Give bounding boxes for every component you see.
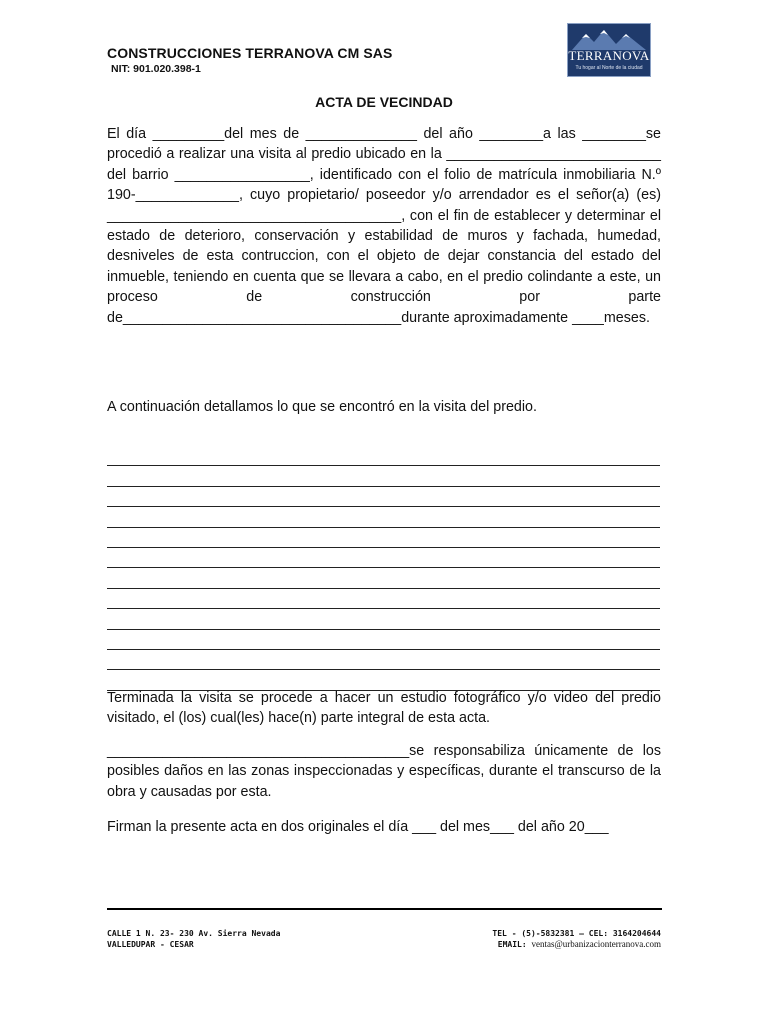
findings-line[interactable] (107, 609, 660, 629)
company-name: CONSTRUCCIONES TERRANOVA CM SAS (107, 45, 393, 61)
address-line: CALLE 1 N. 23- 230 Av. Sierra Nevada (107, 929, 281, 938)
company-nit: NIT: 901.020.398-1 (111, 63, 201, 75)
months-blank[interactable]: ____ (572, 309, 604, 326)
findings-line[interactable] (107, 466, 660, 486)
sign-month-blank[interactable]: ___ (490, 819, 514, 835)
findings-intro: A continuación detallamos lo que se encontró en la visita del predio. (107, 399, 537, 415)
findings-line[interactable] (107, 548, 660, 568)
text: del barrio (107, 166, 175, 183)
findings-line[interactable] (107, 589, 660, 609)
findings-line[interactable] (107, 568, 660, 588)
city-line: VALLEDUPAR - CESAR (107, 940, 194, 949)
time-blank[interactable]: ________ (582, 126, 646, 142)
month-blank[interactable]: ______________ (305, 126, 417, 142)
findings-line[interactable] (107, 630, 660, 650)
text: se responsabiliza únicamente de los posibles daños en las zonas inspeccionadas y específicas, durante el transcurso de la obra y causadas por esta. (107, 743, 661, 800)
text: Firman la presente acta en dos originales el día (107, 819, 413, 835)
text: del mes (436, 819, 491, 835)
text: del año 20 (513, 819, 585, 835)
email-link[interactable]: ventas@urbanizacionterranova.com (531, 939, 661, 949)
text: , con el fin de establecer y determinar el estado de deterioro, conservación y estabilidad de muros y fachada, humedad, desniveles de esta contruccion, con el objeto de dejar constancia del estado del inmueble, teniendo en cuenta que se llevara a cabo, en el predio colindante a este, un proceso de construcción por parte de (107, 207, 661, 326)
signature-date-paragraph (107, 817, 661, 837)
findings-line[interactable] (107, 446, 660, 466)
findings-lines[interactable] (107, 446, 660, 691)
footer-divider (107, 908, 662, 910)
responsibility-paragraph (107, 741, 661, 802)
sign-day-blank[interactable]: ___ (412, 819, 437, 835)
year-blank[interactable]: ________ (479, 126, 544, 142)
photo-study-paragraph: Terminada la visita se procede a hacer un estudio fotográfico y/o video del predio visitado, el (los) cual(les) hace(n) parte integral de esta acta. (107, 690, 661, 727)
day-blank[interactable]: _________ (152, 126, 225, 142)
footer-contact (492, 928, 661, 950)
owner-blank[interactable]: _____________________________________ (107, 207, 402, 224)
text: durante aproximadamente (401, 309, 573, 326)
text: del año (416, 126, 480, 142)
address-blank[interactable]: ___________________________ (446, 146, 661, 163)
footer-address (107, 928, 280, 950)
text: meses. (603, 309, 650, 326)
findings-line[interactable] (107, 507, 660, 527)
document-title: ACTA DE VECINDAD (315, 94, 453, 110)
findings-line[interactable] (107, 528, 660, 548)
logo-slogan: Tu hogar al Norte de la ciudad (575, 65, 643, 71)
text: del mes de (224, 126, 306, 142)
text: a las (543, 126, 583, 142)
folio-blank[interactable]: _____________ (135, 187, 239, 204)
text: , cuyo propietario/ poseedor y/o arrendador es el señor(a) (es) (239, 187, 661, 204)
text: El día (107, 126, 153, 142)
email-label: EMAIL: (497, 940, 527, 949)
intro-paragraph (107, 124, 661, 328)
text: , identificado con el folio de matrícula inmobiliaria N.º 190- (107, 166, 661, 204)
email-line (492, 939, 661, 950)
text: se procedió a realizar una visita al predio ubicado en la (107, 126, 662, 163)
neighborhood-blank[interactable]: _________________ (174, 166, 310, 183)
contractor-blank[interactable]: ___________________________________ (122, 309, 402, 326)
findings-line[interactable] (107, 650, 660, 670)
logo-name: TERRANOVA (568, 48, 650, 63)
phone-line: TEL - (5)-5832381 – CEL: 3164204644 (492, 929, 661, 938)
responsible-blank[interactable]: ______________________________________ (107, 743, 410, 759)
findings-line[interactable] (107, 487, 660, 507)
terranova-logo (567, 23, 651, 77)
sign-year-blank[interactable]: ___ (584, 819, 609, 835)
